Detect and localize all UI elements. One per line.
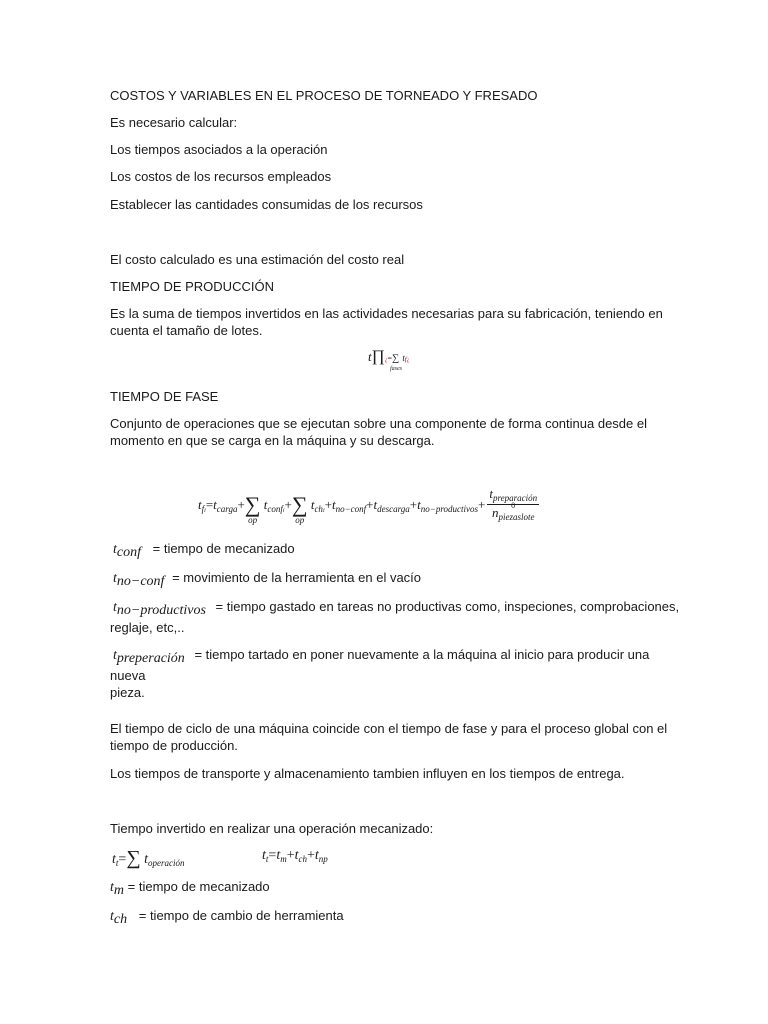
estimate-text: El costo calculado es una estimación del costo real xyxy=(110,252,405,267)
formula-symbol: t xyxy=(368,349,372,364)
formula-symbol: ¿ xyxy=(406,357,410,363)
formula-subscript: operación xyxy=(147,858,185,868)
phase-heading: TIEMPO DE FASE xyxy=(110,389,219,404)
formula-subscript: chi xyxy=(314,503,325,514)
operation-text: Tiempo invertido en realizar una operación mecanizado: xyxy=(110,821,434,836)
formula-subscript: t xyxy=(115,858,119,868)
formula-symbol: t xyxy=(263,496,268,512)
list-item: Los tiempos asociados a la operación xyxy=(110,142,328,157)
formula-subscript: no−productivos xyxy=(420,503,478,514)
production-text: Es la suma de tiempos invertidos en las actividades necesarias para su fabricación, teniendo en cuenta el tamaño de lotes. xyxy=(110,306,663,338)
operation-time-sum-formula: $t_t=t_m+t_{ch}+t_{np}$ xyxy=(262,848,328,864)
operation-time-formula: $t_t=\sum$ $t_{operación}$ xyxy=(112,847,185,869)
definition-text: pieza. xyxy=(110,685,145,700)
formula-symbol: t xyxy=(402,353,405,363)
formula-symbol: ∑ xyxy=(391,353,400,364)
formula-subscript: t xyxy=(265,854,269,864)
formula-sum xyxy=(389,353,402,372)
phase-time-formula: $t_{fi}=t_{carga}+\sum$ op $t_{confi}+\sum$ op $t_{chi}+t_{no-conf}+t_{descarga}+t_{no-productivos}+$ $t_{preparación}$ 0 $n_{piezaslote}$ xyxy=(198,486,538,525)
formula-subscript: preparación xyxy=(492,493,538,503)
intro-text: Es necesario calcular: xyxy=(110,115,238,130)
definition-line xyxy=(110,646,685,701)
production-heading: TIEMPO DE PRODUCCIÓN xyxy=(110,279,274,294)
definition-symbol: t xyxy=(113,542,117,557)
formula-subscript: op xyxy=(295,514,305,525)
formula-symbol: 0 xyxy=(511,501,516,510)
definition-line xyxy=(110,540,685,561)
formula-symbol: t xyxy=(262,848,266,863)
formula-symbol: ∏ xyxy=(371,348,385,365)
definition-subscript: conf xyxy=(116,545,141,560)
production-time-formula xyxy=(368,348,410,372)
formula-subscript: no−conf xyxy=(335,503,367,514)
formula-symbol: t xyxy=(112,852,116,867)
formula-fraction: $t_{preparación}$ 0 $n_{piezaslote}$ xyxy=(489,486,538,522)
formula-subscript: f xyxy=(404,357,407,363)
list-item: Los costos de los recursos empleados xyxy=(110,169,332,184)
formula-symbol: ¿ xyxy=(384,357,388,363)
definition-text: = tiempo tartado en poner nuevamente a la máquina al inicio para producir una nueva xyxy=(110,647,650,683)
formula-subscript: fi xyxy=(201,503,206,514)
formula-subscript: descarga xyxy=(377,503,410,514)
phase-text: Conjunto de operaciones que se ejecutan sobre una componente de forma continua desde el momento en que se carga en la máquina y su descarga. xyxy=(110,416,647,448)
definition-symbol: t xyxy=(113,571,117,586)
definition-text: = movimiento de la herramienta en el vacío xyxy=(172,570,422,585)
formula-symbol: = xyxy=(387,354,392,363)
definition-line xyxy=(110,598,685,636)
formula-symbol: t xyxy=(331,496,336,512)
definition-line xyxy=(110,907,685,928)
definition-text: = tiempo de mecanizado xyxy=(127,879,270,894)
formula-symbol: t xyxy=(310,496,315,512)
definition-symbol: t xyxy=(113,600,117,615)
formula-subscript: m xyxy=(280,854,287,864)
definition-text: = tiempo de cambio de herramienta xyxy=(138,908,344,923)
list-item: Establecer las cantidades consumidas de los recursos xyxy=(110,197,423,212)
transport-text: Los tiempos de transporte y almacenamiento tambien influyen en los tiempos de entrega. xyxy=(110,766,625,781)
definition-line xyxy=(110,569,685,590)
formula-symbol: n xyxy=(491,505,499,520)
definition-subscript: m xyxy=(113,883,125,898)
formula-sum: ∑ op xyxy=(291,491,308,525)
definition-text: = tiempo de mecanizado xyxy=(152,541,295,556)
definition-subscript: no−conf xyxy=(116,574,165,589)
formula-subscript: op xyxy=(248,514,258,525)
formula-symbol: t xyxy=(144,852,148,867)
definition-text: reglaje, etc,.. xyxy=(110,620,185,635)
formula-subscript: fases xyxy=(389,366,402,372)
formula-symbol: t xyxy=(417,496,421,512)
definition-line xyxy=(110,878,685,899)
definition-text: = tiempo gastado en tareas no productivas como, inspeciones, comprobaciones, xyxy=(215,599,680,614)
formula-symbol: t xyxy=(373,496,378,512)
formula-subscript: np xyxy=(318,854,328,864)
document-heading: COSTOS Y VARIABLES EN EL PROCESO DE TORNEADO Y FRESADO xyxy=(110,88,538,103)
definition-symbol: t xyxy=(113,648,117,663)
definition-symbol: t xyxy=(110,880,114,895)
definition-subscript: no−productivos xyxy=(116,603,206,618)
cycle-text: El tiempo de ciclo de una máquina coincide con el tiempo de fase y para el proceso global con el tiempo de producción. xyxy=(110,721,668,753)
formula-symbol: ∑ xyxy=(126,847,141,869)
formula-sum: ∑ op xyxy=(244,491,261,525)
formula-subscript: carga xyxy=(216,503,238,514)
definition-symbol: t xyxy=(110,909,114,924)
formula-subscript: confi xyxy=(267,503,285,514)
formula-subscript: ch xyxy=(298,854,307,864)
formula-subscript: piezaslote xyxy=(498,512,535,522)
definition-subscript: preperación xyxy=(116,651,185,666)
formula-symbol: t xyxy=(213,496,217,512)
definition-subscript: ch xyxy=(113,912,128,927)
formula-symbol: t xyxy=(198,496,202,512)
